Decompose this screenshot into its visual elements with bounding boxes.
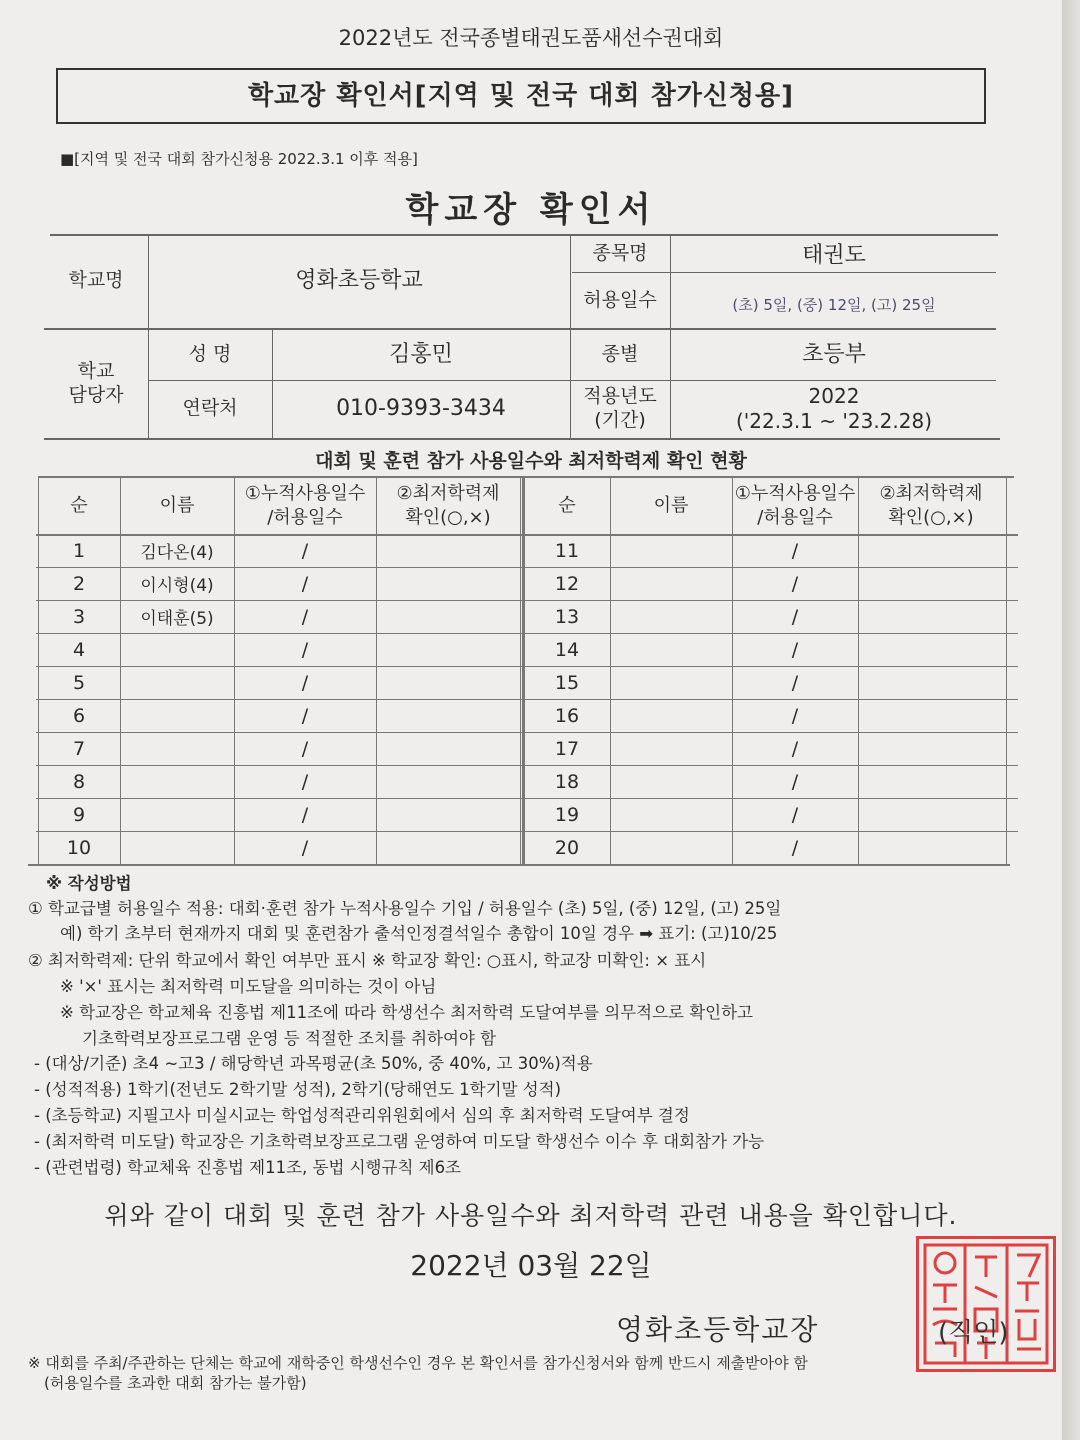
- roster-left-row-4-days: /: [301, 638, 309, 661]
- contact-label-line2: 담당자: [68, 384, 124, 406]
- roster-left-row-3-name: 이태훈(5): [140, 609, 214, 629]
- name-value: 김홍민: [389, 342, 453, 368]
- apply-year-value-line1: 2022: [808, 384, 860, 408]
- roster-left-row-8-days: /: [301, 770, 309, 793]
- roster-left-row-3-no: 3: [72, 605, 86, 628]
- header-days-left: [234, 478, 376, 534]
- roster-left-row-7-no: 7: [72, 737, 86, 760]
- paper-edge: [1062, 0, 1080, 1440]
- roster-left-row-2-no: 2: [72, 572, 86, 595]
- roster-left-row-1-name: 김다온(4): [140, 543, 214, 563]
- roster-left-row-9-check: [376, 798, 520, 831]
- header-check-line1: ②최저학력제: [396, 482, 500, 504]
- roster-right-row-2-no: 12: [554, 572, 580, 595]
- roster-left-row-2-name: 이시형(4): [140, 576, 214, 596]
- roster-right-row-9-name: [610, 798, 732, 831]
- instruction-line-4: ※ '×' 표시는 최저학력 미도달을 의미하는 것이 아님: [60, 977, 437, 996]
- roster-right-row-7-name: [610, 732, 732, 765]
- header-name-right: 이름: [653, 494, 689, 516]
- roster-right-row-4-no: 14: [554, 638, 580, 661]
- instruction-line-5: ※ 학교장은 학교체육 진흥법 제11조에 따라 학생선수 최저학력 도달여부를 의무적으로 확인하고: [60, 1003, 753, 1022]
- roster-left-row-2-check: [376, 567, 520, 600]
- roster-left-row-3-days: /: [301, 605, 309, 628]
- roster-right-row-2-check: [858, 567, 1006, 600]
- header-check-line2: 확인(○,×): [405, 507, 491, 528]
- roster-left-row-6-no: 6: [72, 704, 86, 727]
- header-days-right: [732, 478, 858, 534]
- roster-table: [28, 476, 1016, 864]
- roster-right-row-5-days: /: [791, 671, 799, 694]
- header-days-line2: /허용일수: [267, 507, 343, 528]
- division-value: 초등부: [802, 342, 866, 368]
- roster-left-row-9-days: /: [301, 803, 309, 826]
- header-check-right: [858, 478, 1004, 534]
- header-check-line1-right: ②최저학력제: [879, 482, 983, 504]
- roster-left-row-6-check: [376, 699, 520, 732]
- roster-right-row-10-no: 20: [554, 836, 580, 859]
- school-name-label: 학교명: [68, 269, 124, 292]
- roster-right-row-10-check: [858, 831, 1006, 864]
- roster-left-row-6-name: [120, 699, 234, 732]
- roster-left-row-10-no: 10: [66, 836, 92, 859]
- form-title-box: 학교장 확인서[지역 및 전국 대회 참가신청용]: [56, 68, 986, 124]
- roster-right-row-7-days: /: [791, 737, 799, 760]
- roster-right-row-4-name: [610, 633, 732, 666]
- event-label: 종목명: [592, 242, 648, 265]
- roster-left-row-1-no: 1: [72, 539, 86, 562]
- header-check-left: [376, 478, 520, 534]
- roster-right-row-1-no: 11: [554, 539, 580, 562]
- roster-left-row-1-check: [376, 534, 520, 567]
- roster-right-row-2-name: [610, 567, 732, 600]
- instruction-line-9: - (초등학교) 지필고사 미실시교는 학업성적관리위원회에서 심의 후 최저학력 도달여부 결정: [34, 1106, 690, 1125]
- allowed-days-value: (초) 5일, (중) 12일, (고) 25일: [732, 295, 936, 314]
- roster-right-row-3-name: [610, 600, 732, 633]
- roster-right-row-6-name: [610, 699, 732, 732]
- apply-year-label: [570, 380, 670, 438]
- roster-left-row-8-check: [376, 765, 520, 798]
- instruction-line-11: - (관련법령) 학교체육 진흥법 제11조, 동법 시행규칙 제6조: [34, 1158, 461, 1177]
- roster-left-row-7-check: [376, 732, 520, 765]
- footer-note-line1: ※ 대회를 주최/주관하는 단체는 학교에 재학중인 학생선수인 경우 본 확인서를 참가신청서와 함께 반드시 제출받아야 함: [28, 1354, 808, 1372]
- official-seal-stamp: [916, 1236, 1056, 1372]
- roster-left-row-8-name: [120, 765, 234, 798]
- seal-label: (직인): [938, 1318, 1009, 1348]
- roster-right-row-1-name: [610, 534, 732, 567]
- apply-year-label-line2: (기간): [594, 409, 646, 431]
- roster-right-row-1-days: /: [791, 539, 799, 562]
- roster-right-row-6-check: [858, 699, 1006, 732]
- name-label: 성 명: [188, 343, 232, 366]
- roster-right-row-8-name: [610, 765, 732, 798]
- roster-left-row-5-check: [376, 666, 520, 699]
- header-days-line1-right: ①누적사용일수: [734, 482, 856, 504]
- instruction-line-8: - (성적적용) 1학기(전년도 2학기말 성적), 2학기(당해연도 1학기말 성적): [34, 1080, 562, 1099]
- roster-right-row-7-check: [858, 732, 1006, 765]
- roster-right-row-5-check: [858, 666, 1006, 699]
- confirmation-statement: 위와 같이 대회 및 훈련 참가 사용일수와 최저학력 관련 내용을 확인합니다.: [104, 1201, 958, 1230]
- roster-left-row-5-no: 5: [72, 671, 86, 694]
- event-value: 태권도: [802, 243, 866, 269]
- header-no-right: 순: [558, 494, 576, 516]
- roster-left-row-5-days: /: [301, 671, 309, 694]
- phone-label: 연락처: [182, 397, 238, 420]
- instruction-line-10: - (최저학력 미도달) 학교장은 기초학력보장프로그램 운영하여 미도달 학생선수 이수 후 대회참가 가능: [34, 1132, 765, 1151]
- roster-right-row-8-check: [858, 765, 1006, 798]
- roster-left-row-9-name: [120, 798, 234, 831]
- roster-right-row-10-name: [610, 831, 732, 864]
- contact-label-line1: 학교: [77, 360, 115, 383]
- phone-value: 010-9393-3434: [336, 396, 506, 422]
- roster-right-row-3-no: 13: [554, 605, 580, 628]
- roster-left-row-4-no: 4: [72, 638, 86, 661]
- roster-right-row-10-days: /: [791, 836, 799, 859]
- roster-right-row-7-no: 17: [554, 737, 580, 760]
- roster-right-row-8-no: 18: [554, 770, 580, 793]
- roster-left-row-10-name: [120, 831, 234, 864]
- roster-right-row-9-check: [858, 798, 1006, 831]
- roster-right-row-1-check: [858, 534, 1006, 567]
- instruction-line-2: 예) 학기 초부터 현재까지 대회 및 훈련참가 출석인정결석일수 총합이 10일 경우 ➡ 표기: (고)10/25: [60, 924, 778, 943]
- instruction-line-1: ① 학교급별 허용일수 적용: 대회·훈련 참가 누적사용일수 기입 / 허용일수 (초) 5일, (중) 12일, (고) 25일: [28, 899, 782, 918]
- roster-left-row-3-check: [376, 600, 520, 633]
- roster-left-row-8-no: 8: [72, 770, 86, 793]
- instruction-line-3: ② 최저학력제: 단위 학교에서 확인 여부만 표시 ※ 학교장 확인: ○표시, 학교장 미확인: × 표시: [28, 951, 707, 970]
- roster-left-row-7-days: /: [301, 737, 309, 760]
- roster-left-row-2-days: /: [301, 572, 309, 595]
- roster-right-row-2-days: /: [791, 572, 799, 595]
- header-days-line1: ①누적사용일수: [244, 482, 366, 504]
- roster-right-row-9-days: /: [791, 803, 799, 826]
- school-info-table: [44, 234, 998, 440]
- roster-right-row-8-days: /: [791, 770, 799, 793]
- roster-left-row-10-check: [376, 831, 520, 864]
- apply-year-label-line1: 적용년도: [583, 385, 657, 408]
- roster-left-row-6-days: /: [301, 704, 309, 727]
- allowed-days-label: 허용일수: [583, 289, 657, 312]
- roster-right-row-9-no: 19: [554, 803, 580, 826]
- contact-person-label: [44, 330, 148, 438]
- roster-right-row-3-check: [858, 600, 1006, 633]
- roster-right-row-4-days: /: [791, 638, 799, 661]
- apply-year-value-line2: ('22.3.1 ~ '23.2.28): [735, 409, 933, 433]
- roster-left-row-4-name: [120, 633, 234, 666]
- roster-left-row-7-name: [120, 732, 234, 765]
- applicability-note: ■[지역 및 전국 대회 참가신청용 2022.3.1 이후 적용]: [60, 150, 418, 168]
- roster-right-row-3-days: /: [791, 605, 799, 628]
- document-title: 학교장 확인서: [405, 190, 657, 230]
- principal-signature: 영화초등학교장: [616, 1313, 820, 1346]
- header-name-left: 이름: [159, 494, 195, 516]
- instructions-heading: ※ 작성방법: [46, 874, 132, 893]
- roster-section-title: 대회 및 훈련 참가 사용일수와 최저학력제 확인 현황: [315, 450, 747, 472]
- roster-left-row-10-days: /: [301, 836, 309, 859]
- roster-left-row-9-no: 9: [72, 803, 86, 826]
- header-days-line2-right: /허용일수: [757, 507, 833, 528]
- roster-left-row-5-name: [120, 666, 234, 699]
- footer-note: [28, 1354, 808, 1393]
- roster-right-row-6-days: /: [791, 704, 799, 727]
- seal-pattern-icon: [919, 1239, 1053, 1369]
- roster-right-row-4-check: [858, 633, 1006, 666]
- header-no-left: 순: [70, 494, 88, 516]
- apply-year-value: [670, 380, 998, 438]
- instruction-line-6: 기초학력보장프로그램 운영 등 적절한 조치를 취하여야 함: [82, 1029, 497, 1048]
- roster-right-row-5-no: 15: [554, 671, 580, 694]
- division-label: 종별: [601, 343, 639, 366]
- footer-note-line2: (허용일수를 초과한 대회 참가는 불가함): [44, 1373, 307, 1392]
- roster-right-row-6-no: 16: [554, 704, 580, 727]
- school-name-value: 영화초등학교: [295, 268, 423, 294]
- roster-left-row-1-days: /: [301, 539, 309, 562]
- roster-right-row-5-name: [610, 666, 732, 699]
- issue-date: 2022년 03월 22일: [410, 1249, 652, 1282]
- roster-left-row-4-check: [376, 633, 520, 666]
- event-title: 2022년도 전국종별태권도품새선수권대회: [338, 26, 724, 50]
- header-check-line2-right: 확인(○,×): [888, 507, 974, 528]
- instruction-line-7: - (대상/기준) 초4 ~고3 / 해당학년 과목평균(초 50%, 중 40%, 고 30%)적용: [34, 1054, 593, 1073]
